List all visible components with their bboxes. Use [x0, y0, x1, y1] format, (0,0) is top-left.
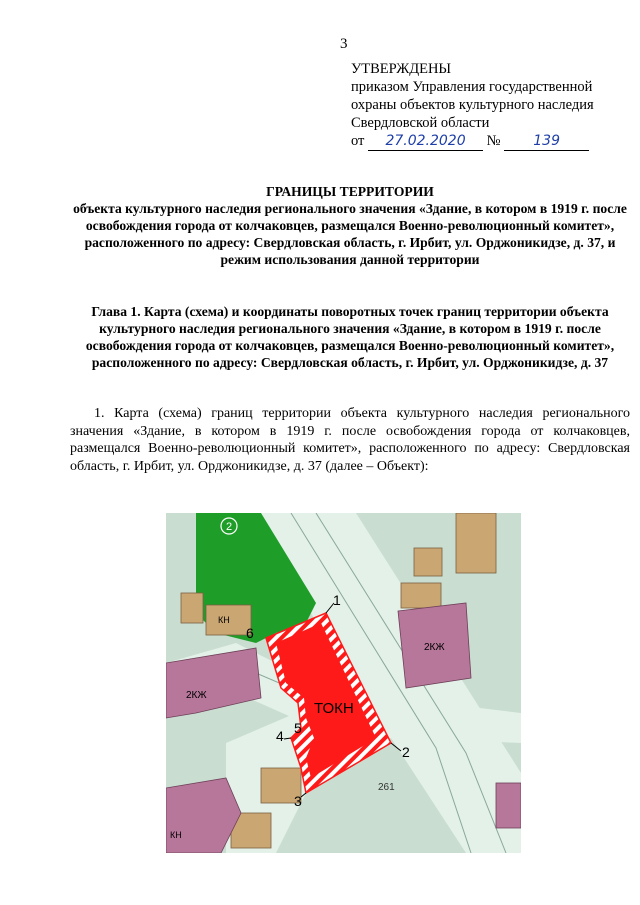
approved-line-1: приказом Управления государственной: [351, 79, 593, 95]
approved-line-3: Свердловской области: [351, 115, 490, 131]
chapter-heading: Глава 1. Карта (схема) и координаты поворотных точек границ территории объекта культурного наследия регионального значения «Здание, в котором в 1919 г. после освобождения города от колчаковцев, размещался Военно-революционный комитет», расположенного по адресу: Свердловская область, г. Ирбит, ул. Орджоникидзе, д. 37: [85, 304, 615, 370]
point-3-label: 3: [294, 793, 302, 809]
point-6-label: 6: [246, 625, 254, 641]
label-2kzh-right: 2КЖ: [424, 642, 445, 653]
label-kn-bottom: КН: [170, 830, 182, 840]
approved-heading: УТВЕРЖДЕНЫ: [351, 61, 452, 77]
approval-stamp: [351, 60, 631, 151]
green-zone-number: 2: [225, 521, 233, 533]
point-2-label: 2: [402, 744, 410, 760]
page-number: 3: [340, 36, 348, 52]
territory-map: [166, 513, 521, 853]
building-tan-2: [401, 583, 441, 608]
approved-date-line: [351, 132, 631, 151]
building-tan-3: [414, 548, 442, 576]
from-label: от: [351, 133, 365, 149]
approval-number: 139: [504, 132, 589, 151]
building-tan-4: [456, 513, 496, 573]
label-2kzh-left: 2КЖ: [186, 690, 207, 701]
label-kn-top: КН: [218, 615, 230, 625]
title-main: ГРАНИЦЫ ТЕРРИТОРИИ: [266, 184, 434, 199]
point-5-label: 5: [294, 720, 302, 736]
point-1-label: 1: [333, 592, 341, 608]
approved-line-2: охраны объектов культурного наследия: [351, 97, 594, 113]
label-tokn: ТОКН: [314, 700, 354, 717]
point-4-label: 4: [276, 728, 284, 744]
building-purple-small: [496, 783, 521, 828]
title-sub: объекта культурного наследия регионального значения «Здание, в котором в 1919 г. после освобождения города от колчаковцев, размещался Военно-революционный комитет», расположенного по адресу: Свердловская область, г. Ирбит, ул. Орджоникидзе, д. 37, и режим использования данной территории: [73, 201, 627, 267]
number-label: №: [486, 133, 501, 149]
building-tan-1: [181, 593, 203, 623]
document-title: [70, 183, 630, 268]
approval-date: 27.02.2020: [368, 132, 483, 151]
paragraph-1: 1. Карта (схема) границ территории объекта культурного наследия регионального значения «Здание, в котором в 1919 г. после освобождения города от колчаковцев, размещался Военно-революционный комитет», расположенного по адресу: Свердловская область, г. Ирбит, ул. Орджоникидзе, д. 37 (далее – Объект):: [70, 406, 630, 474]
label-house-number: 261: [378, 782, 395, 793]
